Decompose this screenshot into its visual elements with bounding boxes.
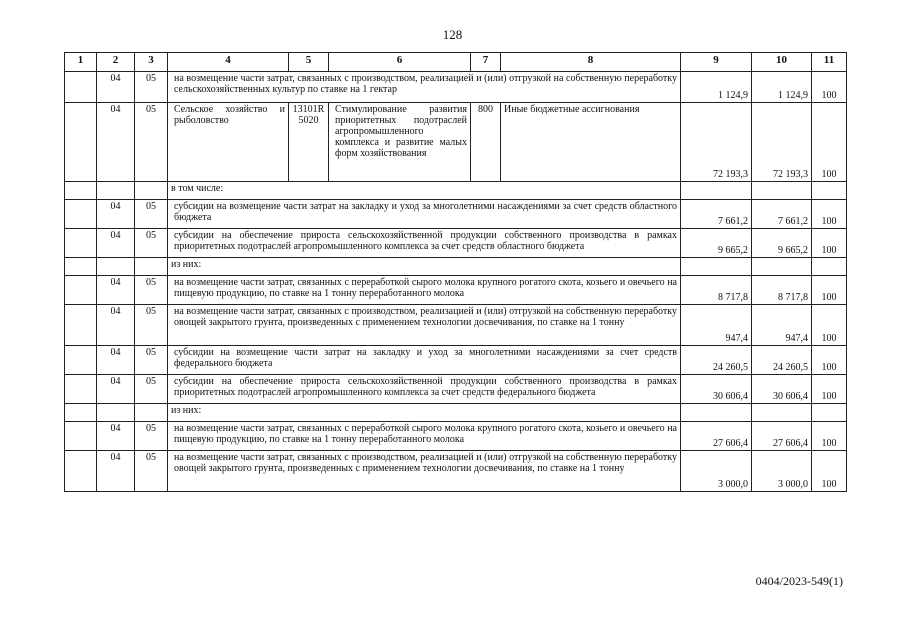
target-article-name: Стимулирование развития приоритетных подотраслей агропромышленного комплекса и развитие малых форм хозяйствования [329,103,471,182]
section-code: 04 [97,375,135,404]
header-cell: 3 [135,53,168,72]
row-description: на возмещение части затрат, связанных с переработкой сырого молока крупного рогатого скота, козьего и овечьего на пищевую продукцию, по ставке на 1 тонну переработанного молока [168,276,681,305]
execution-percent: 100 [812,200,847,229]
execution-percent: 100 [812,305,847,346]
section-code: 04 [97,103,135,182]
header-cell: 10 [752,53,812,72]
actual-amount: 72 193,3 [752,103,812,182]
row-description: субсидии на возмещение части затрат на закладку и уход за многолетними насаждениями за счет средств федерального бюджета [168,346,681,375]
table-header-row [65,53,847,72]
subsection-code: 05 [135,229,168,258]
subsection-code: 05 [135,103,168,182]
expense-type-code: 800 [471,103,501,182]
actual-amount: 3 000,0 [752,451,812,492]
header-cell: 7 [471,53,501,72]
section-code: 04 [97,276,135,305]
header-cell: 4 [168,53,289,72]
header-cell: 1 [65,53,97,72]
plan-amount: 30 606,4 [681,375,752,404]
subsection-code: 05 [135,422,168,451]
table-row [65,305,847,346]
plan-amount: 27 606,4 [681,422,752,451]
subsection-code: 05 [135,200,168,229]
plan-amount: 8 717,8 [681,276,752,305]
execution-percent: 100 [812,451,847,492]
header-cell: 11 [812,53,847,72]
plan-amount: 7 661,2 [681,200,752,229]
header-cell: 6 [329,53,471,72]
actual-amount: 24 260,5 [752,346,812,375]
table-row [65,72,847,103]
header-cell: 9 [681,53,752,72]
actual-amount: 1 124,9 [752,72,812,103]
actual-amount: 9 665,2 [752,229,812,258]
table-row [65,422,847,451]
table-row [65,276,847,305]
row-description: субсидии на обеспечение прироста сельскохозяйственной продукции собственного производства в рамках приоритетных подотраслей агропромышленного комплекса за счет средств федерального бюджета [168,375,681,404]
execution-percent: 100 [812,229,847,258]
budget-table [64,52,847,492]
section-code: 04 [97,305,135,346]
subsection-code: 05 [135,305,168,346]
actual-amount: 27 606,4 [752,422,812,451]
header-cell: 5 [289,53,329,72]
execution-percent: 100 [812,72,847,103]
document-code: 0404/2023-549(1) [755,574,843,588]
section-code: 04 [97,229,135,258]
execution-percent: 100 [812,276,847,305]
header-cell: 2 [97,53,135,72]
subsection-code: 05 [135,451,168,492]
section-name: Сельское хозяйство и рыболовство [168,103,289,182]
section-code: 04 [97,451,135,492]
row-description: на возмещение части затрат, связанных с производством, реализацией и (или) отгрузкой на собственную переработку овощей закрытого грунта, произведенных с применением технологии досвечивания, по ставке на 1 тонну [168,305,681,346]
page-number: 128 [442,27,463,42]
subsection-code: 05 [135,346,168,375]
row-label: из них: [168,258,681,276]
plan-amount: 72 193,3 [681,103,752,182]
row-description: на возмещение части затрат, связанных с переработкой сырого молока крупного рогатого скота, козьего и овечьего на пищевую продукцию, по ставке на 1 тонну переработанного молока [168,422,681,451]
expense-type-name: Иные бюджетные ассигнования [501,103,681,182]
table-row [65,375,847,404]
subsection-code: 05 [135,276,168,305]
execution-percent: 100 [812,422,847,451]
section-code: 04 [97,422,135,451]
plan-amount: 3 000,0 [681,451,752,492]
table-row [65,103,847,182]
actual-amount: 30 606,4 [752,375,812,404]
table-row [65,346,847,375]
table-row [65,258,847,276]
section-code: 04 [97,72,135,103]
plan-amount: 24 260,5 [681,346,752,375]
actual-amount: 8 717,8 [752,276,812,305]
row-description: на возмещение части затрат, связанных с производством, реализацией и (или) отгрузкой на собственную переработку сельскохозяйственных культур по ставке на 1 гектар [168,72,681,103]
table-row [65,200,847,229]
execution-percent: 100 [812,346,847,375]
subsection-code: 05 [135,72,168,103]
execution-percent: 100 [812,103,847,182]
execution-percent: 100 [812,375,847,404]
table-row [65,182,847,200]
plan-amount: 947,4 [681,305,752,346]
table-row [65,451,847,492]
table-row [65,229,847,258]
section-code: 04 [97,346,135,375]
target-article-code: 13101R 5020 [289,103,329,182]
row-description: на возмещение части затрат, связанных с производством, реализацией и (или) отгрузкой на собственную переработку овощей закрытого грунта, произведенных с применением технологии досвечивания, по ставке на 1 тонну [168,451,681,492]
section-code: 04 [97,200,135,229]
actual-amount: 7 661,2 [752,200,812,229]
plan-amount: 1 124,9 [681,72,752,103]
table-row [65,404,847,422]
row-label: из них: [168,404,681,422]
header-cell: 8 [501,53,681,72]
row-description: субсидии на возмещение части затрат на закладку и уход за многолетними насаждениями за счет средств областного бюджета [168,200,681,229]
plan-amount: 9 665,2 [681,229,752,258]
subsection-code: 05 [135,375,168,404]
row-label: в том числе: [168,182,681,200]
actual-amount: 947,4 [752,305,812,346]
row-description: субсидии на обеспечение прироста сельскохозяйственной продукции собственного производства в рамках приоритетных подотраслей агропромышленного комплекса за счет средств областного бюджета [168,229,681,258]
